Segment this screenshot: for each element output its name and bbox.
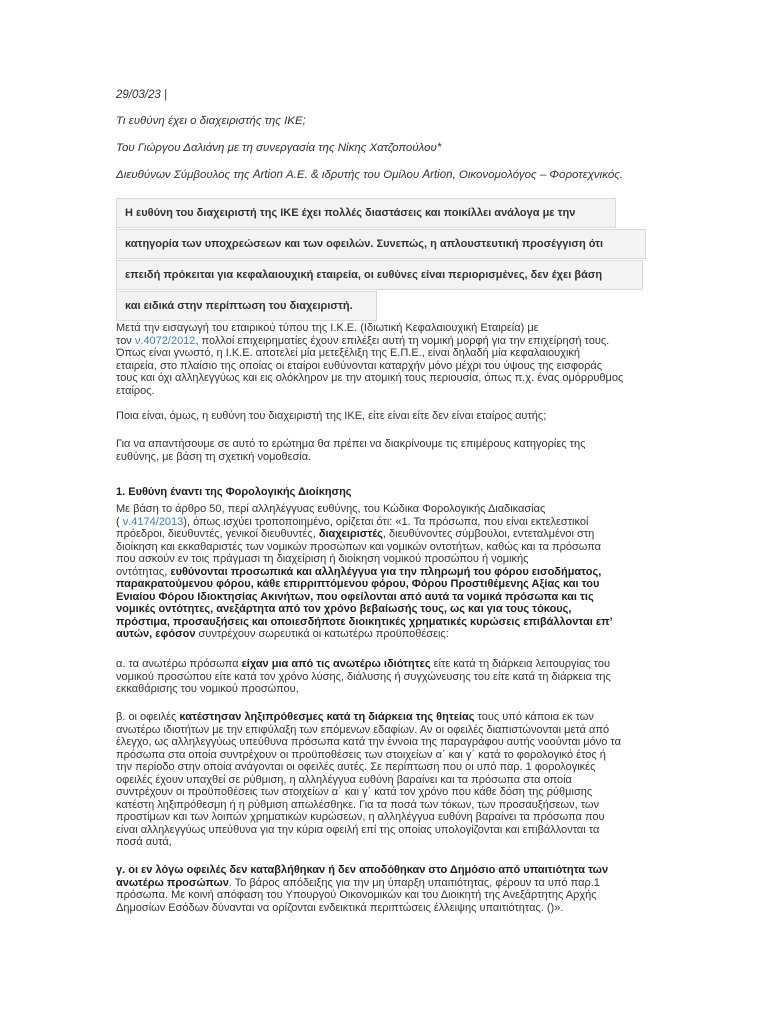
highlight-line-3: επειδή πρόκειται για κεφαλαιουχική εταιρεία, οι ευθύνες είναι περιορισμένες, δεν έχει βάση bbox=[116, 260, 643, 290]
highlight-line-2: κατηγορία των υποχρεώσεων και των οφειλών. Συνεπώς, η απλουστευτική προσέγγιση ότι bbox=[116, 229, 646, 259]
item-c-paragraph bbox=[116, 864, 656, 914]
text-line: εκκαθάρισης του νομικού προσώπου, bbox=[116, 683, 299, 695]
text-line: παρακρατούμενου φόρου, κάθε επιρριπτόμενου φόρου, Φόρου Προστιθέμενης Αξίας και του bbox=[116, 578, 600, 590]
text-line: πρόστιμα, προσαυξήσεις και οποιεσδήποτε διοικητικές χρηματικές κυρώσεις επιβάλλονται επ’ bbox=[116, 615, 613, 628]
text-line: οντότητας, ευθύνονται προσωπικά και αλληλέγγυα για την πληρωμή του φόρου εισοδήματος, bbox=[116, 565, 602, 578]
law-link-4072[interactable]: ν.4072/2012 bbox=[134, 334, 196, 347]
answer-line: ευθύνης, με βάση τη σχετική νομοθεσία. bbox=[116, 450, 312, 463]
answer-line: Για να απαντήσουμε σε αυτό το ερώτημα θα πρέπει να διακρίνουμε τις επιμέρους κατηγορίες της bbox=[116, 438, 586, 450]
intro-line: τον ν.4072/2012, πολλοί επιχειρηματίες έχουν επιλέξει αυτή τη νομική μορφή για την επιχείρησή τους. bbox=[116, 334, 610, 347]
text-line: είναι αλληλεγγύως υπεύθυνα για την κύρια οφειλή επί της οποίας υπολογίζονται και επιβάλλονται τα bbox=[116, 823, 600, 836]
text-line: προστίμων και των λοιπών χρηματικών κυρώσεων, η αλληλέγγυα ευθύνη βαραίνει τα πρόσωπα που bbox=[116, 811, 605, 823]
highlight-line-4: και ειδικά στην περίπτωση του διαχειριστή. bbox=[116, 291, 377, 321]
text-line: Με βάση το άρθρο 50, περί αλληλέγγυας ευθύνης, του Κώδικα Φορολογικής Διαδικασίας bbox=[116, 503, 546, 515]
text-line: ( ν.4174/2013), όπως ισχύει τροποποιημένο, ορίζεται ότι: «1. Τα πρόσωπα, που είναι εκτελεστικοί bbox=[116, 515, 589, 528]
text-line: πρόσωπα. Με κοινή απόφαση του Υπουργού Οικονομικών και του Διοικητή της Ανεξάρτητης Αρχής bbox=[116, 889, 597, 901]
question-line: Ποια είναι, όμως, η ευθύνη του διαχειριστή της ΙΚΕ, είτε είναι είτε δεν είναι εταίρος αυτής; bbox=[116, 410, 547, 422]
article-date: 29/03/23 | bbox=[116, 89, 167, 101]
item-a-paragraph bbox=[116, 658, 656, 696]
text-line: πρόσωπα στα οποία συντρέχουν οι προϋποθέσεις των στοιχείων α΄ και γ΄ κατά το φορολογικό έτος ή bbox=[116, 748, 606, 761]
intro-line: Μετά την εισαγωγή του εταιρικού τύπου της Ι.Κ.Ε. (Ιδιωτική Κεφαλαιουχική Εταιρεία) με bbox=[116, 322, 539, 334]
intro-line: Όπως είναι γνωστό, η Ι.Κ.Ε. αποτελεί μία μετεξέλιξη της Ε.Π.Ε., είναι δηλαδή μία κεφαλαιουχική bbox=[116, 347, 581, 359]
text-line: ποσά αυτά, bbox=[116, 836, 172, 848]
text-line: αυτών, εφόσον συντρέχουν σωρευτικά οι κατωτέρω προϋποθέσεις: bbox=[116, 628, 449, 640]
section1-paragraph bbox=[116, 503, 656, 641]
text-line: νομικού προσώπου είτε κατά τον χρόνο λύσης, διάλυσης ή συγχώνευσης του είτε κατά τη διάρκεια της bbox=[116, 670, 611, 683]
article-title: Τι ευθύνη έχει ο διαχειριστής της ΙΚΕ; bbox=[116, 115, 306, 127]
item-b-paragraph bbox=[116, 711, 656, 849]
question-paragraph bbox=[116, 410, 656, 423]
text-line: συντρέχουν οι προϋποθέσεις των στοιχείων α΄ και γ΄ κατά τον χρόνο που κάθε δόση της ρύθμισης bbox=[116, 786, 593, 798]
text-line: β. οι οφειλές κατέστησαν ληξιπρόθεσμες κατά τη διάρκεια της θητείας τους υπό κάποια εκ των bbox=[116, 711, 594, 723]
article-author: Του Γιώργου Δαλιάνη με τη συνεργασία της Νίκης Χατζοπούλου* bbox=[116, 142, 442, 154]
text-line: οφειλές έχουν υπαχθεί σε ρύθμιση, η αλληλέγγυα ευθύνη βαραίνει και τα πρόσωπα στα οποία bbox=[116, 773, 572, 786]
intro-line: εταίρος. bbox=[116, 384, 155, 397]
text-line: ανωτέρω ιδιοτήτων με την επιφύλαξη των επόμενων εδαφίων. Αν οι οφειλές διαπιστώνονται μετά από bbox=[116, 723, 610, 736]
section-heading: 1. Ευθύνη έναντι της Φορολογικής Διοίκησης bbox=[116, 486, 352, 498]
text-line: διοίκηση και εκκαθαριστές των νομικών προσώπων και νομικών οντοτήτων, καθώς και τα πρόσωπα bbox=[116, 540, 601, 553]
text-line: α. τα ανωτέρω πρόσωπα είχαν μια από τις ανωτέρω ιδιότητες είτε κατά τη διάρκεια λειτουργίας του bbox=[116, 658, 611, 670]
author-role: Διευθύνων Σύμβουλος της Artion Α.Ε. & ιδρυτής του Ομίλου Artion, Οικονομολόγος – Φοροτεχνικός. bbox=[116, 169, 623, 181]
text-line: που ασκούν εν τοις πράγμασι τη διαχείριση ή διοίκηση νομικού προσώπου ή νομικής bbox=[116, 553, 529, 565]
answer-intro-paragraph bbox=[116, 438, 656, 463]
text-line: ανωτέρω προσώπων. Το βάρος απόδειξης για την μη ύπαρξη υπαιτιότητας, φέρουν τα υπό παρ.1 bbox=[116, 876, 600, 889]
intro-paragraph bbox=[116, 322, 656, 397]
text-line: κατέστη ληξιπρόθεσμη ή η ρύθμιση απωλέσθηκε. Για τα ποσά των τόκων, των προσαυξήσεων, των bbox=[116, 798, 600, 811]
intro-line: τους και όχι αλληλεγγύως και εις ολόκληρον με την ατομική τους περιουσία, όπως π.χ. ένας ομόρρυθμος bbox=[116, 372, 624, 384]
text-line: Δημοσίων Εσόδων δύνανται να ορίζονται ενδεικτικά περιπτώσεις έλλειψης υπαιτιότητας. ()». bbox=[116, 901, 564, 914]
text-line: νομικές οντότητες, ανεξάρτητα από τον χρόνο βεβαίωσής τους, ως και για τους τόκους, bbox=[116, 603, 572, 615]
highlight-line-1: Η ευθύνη του διαχειριστή της ΙΚΕ έχει πολλές διαστάσεις και ποικίλλει ανάλογα με την bbox=[116, 198, 616, 228]
text-line: γ. οι εν λόγω οφειλές δεν καταβλήθηκαν ή δεν αποδόθηκαν στο Δημόσιο από υπαιτιότητα των bbox=[116, 864, 609, 876]
text-line: έλεγχο, ως αλληλεγγύως υπεύθυνα πρόσωπα κατά την έννοια της παραγράφου αυτής νοούνται μόνο τα bbox=[116, 736, 621, 748]
text-line: πρόεδροι, διευθυντές, γενικοί διευθυντές, διαχειριστές, διευθύνοντες σύμβουλοι, εντεταλμένοι στη bbox=[116, 528, 595, 540]
text-line: Ενιαίου Φόρου Ιδιοκτησίας Ακινήτων, που οφείλονται από αυτά τα νομικά πρόσωπα και τις bbox=[116, 590, 594, 603]
law-link-4174[interactable]: ν.4174/2013 bbox=[122, 515, 184, 528]
text-line: την περίοδο στην οποία ανάγονται οι οφειλές αυτές. Σε περίπτωση που οι υπό παρ. 1 φορολογικές bbox=[116, 761, 596, 773]
intro-line: εταιρεία, στο πλαίσιο της οποίας οι εταίροι ευθύνονται καταρχήν μόνο μέχρι του ύψους της εισφοράς bbox=[116, 359, 603, 372]
